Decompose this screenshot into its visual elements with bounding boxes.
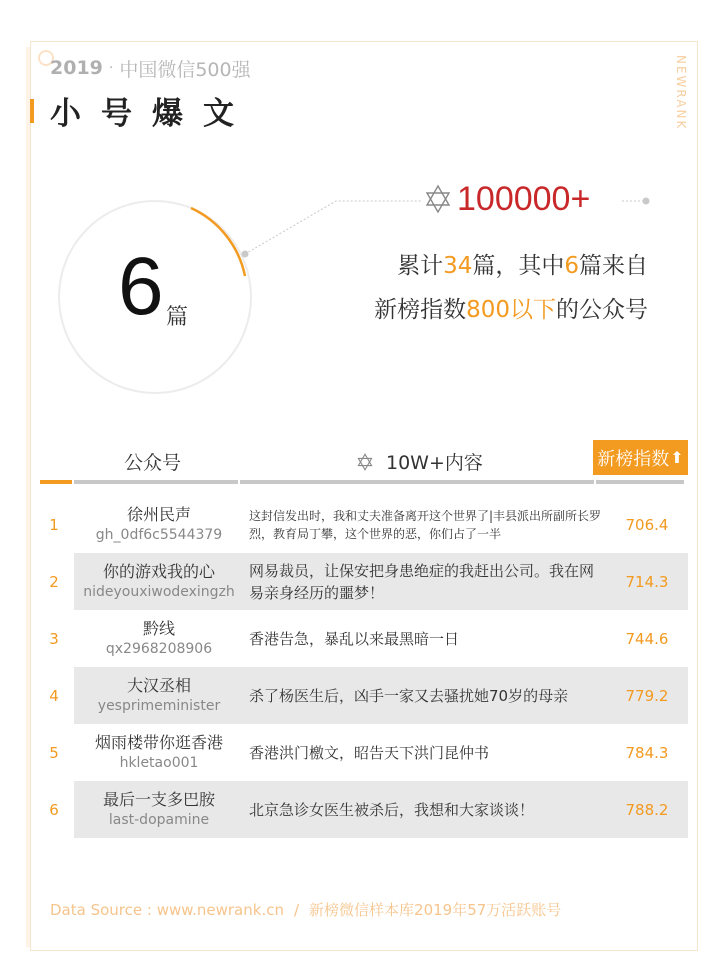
brand-watermark: NEWRANK: [674, 55, 688, 131]
newrank-index: 714.3: [625, 572, 669, 591]
newrank-index: 706.4: [625, 515, 669, 534]
column-header-index-label: 新榜指数: [597, 448, 670, 470]
article-title[interactable]: 香港洪门檄文，昭告天下洪门昆仲书: [249, 743, 490, 762]
summary-text: 的公众号: [556, 297, 648, 323]
page-title: 小号爆文: [50, 96, 254, 132]
account-name: 黔线: [142, 618, 175, 638]
summary-total: 34: [443, 253, 473, 279]
separator: ·: [108, 60, 114, 76]
row-account: [74, 724, 244, 781]
subtitle: 中国微信500强: [119, 58, 251, 81]
table-row[interactable]: [40, 610, 688, 667]
summary-threshold: 800以下: [466, 297, 556, 323]
article-title[interactable]: 这封信发出时，我和丈夫准备离开这个世界了|丰县派出所副所长罗烈，教育局丁攀，这个世界的恶，你们占了一半: [249, 508, 602, 541]
summary-text: 篇来自: [579, 253, 648, 279]
column-header-content-label: 10W+内容: [386, 452, 483, 474]
account-name: 大汉丞相: [126, 675, 191, 695]
row-account: [74, 667, 244, 724]
account-id: last-dopamine: [108, 811, 210, 828]
summary-line-1: [397, 252, 648, 280]
column-header-content: [356, 448, 483, 475]
newrank-index: 779.2: [625, 686, 669, 705]
year: 2019: [50, 57, 103, 79]
data-note: 新榜微信样本库2019年57万活跃账号: [309, 901, 562, 919]
star-of-david-icon: [356, 453, 374, 471]
newrank-index: 788.2: [625, 800, 669, 819]
header-underline: [74, 480, 238, 484]
article-title[interactable]: 网易裁员，让保安把身患绝症的我赶出公司。我在网易亲身经历的噩梦！: [249, 561, 595, 602]
summary-text: 篇，其中: [472, 253, 565, 279]
header-underline: [240, 480, 594, 484]
table-row[interactable]: [40, 781, 688, 838]
footer: [50, 899, 561, 920]
row-rank: 6: [49, 800, 59, 819]
column-header-account: 公众号: [124, 452, 182, 474]
summary-line-2: [374, 296, 648, 324]
article-title[interactable]: 杀了杨医生后，凶手一家又去骚扰她70岁的母亲: [249, 686, 569, 705]
article-count: 6: [118, 241, 164, 332]
account-name: 最后一支多巴胺: [102, 789, 215, 809]
footer-divider: /: [293, 901, 300, 919]
star-of-david-icon: [423, 184, 453, 214]
account-id: gh_0df6c5544379: [95, 526, 223, 543]
account-id: nideyouxiwodexingzh: [83, 583, 235, 600]
header-underline-accent: [40, 480, 72, 484]
column-header-index-sort-button[interactable]: [593, 440, 688, 475]
row-account: [74, 610, 244, 667]
row-rank: 3: [49, 629, 59, 648]
header-underline: [596, 480, 684, 484]
table-body: [40, 496, 688, 838]
summary-count: 6: [564, 253, 579, 279]
newrank-index: 784.3: [625, 743, 669, 762]
table-row[interactable]: [40, 496, 688, 553]
table-row[interactable]: [40, 553, 688, 610]
account-id: hkletao001: [119, 754, 199, 771]
row-rank: 1: [49, 515, 59, 534]
row-account: [74, 781, 244, 838]
row-account: [74, 553, 244, 610]
threshold-label: 100000+: [457, 180, 591, 218]
summary-text: 新榜指数: [374, 297, 467, 323]
arrow-up-icon: ⬆: [670, 448, 684, 467]
summary-text: 累计: [397, 253, 444, 279]
article-count-unit: 篇: [166, 305, 189, 330]
account-name: 你的游戏我的心: [102, 561, 215, 581]
table-row[interactable]: [40, 724, 688, 781]
row-account: [74, 496, 244, 553]
article-title[interactable]: 北京急诊女医生被杀后，我想和大家谈谈！: [249, 800, 535, 819]
data-source: Data Source : www.newrank.cn: [50, 901, 284, 919]
table-row[interactable]: [40, 667, 688, 724]
account-name: 徐州民声: [126, 504, 191, 524]
article-title[interactable]: 香港告急，暴乱以来最黑暗一日: [249, 629, 460, 648]
row-rank: 2: [49, 572, 59, 591]
account-id: qx2968208906: [105, 640, 213, 657]
row-rank: 5: [49, 743, 59, 762]
account-name: 烟雨楼带你逛香港: [94, 732, 223, 752]
account-id: yesprimeminister: [97, 697, 221, 714]
row-rank: 4: [49, 686, 59, 705]
newrank-index: 744.6: [625, 629, 669, 648]
